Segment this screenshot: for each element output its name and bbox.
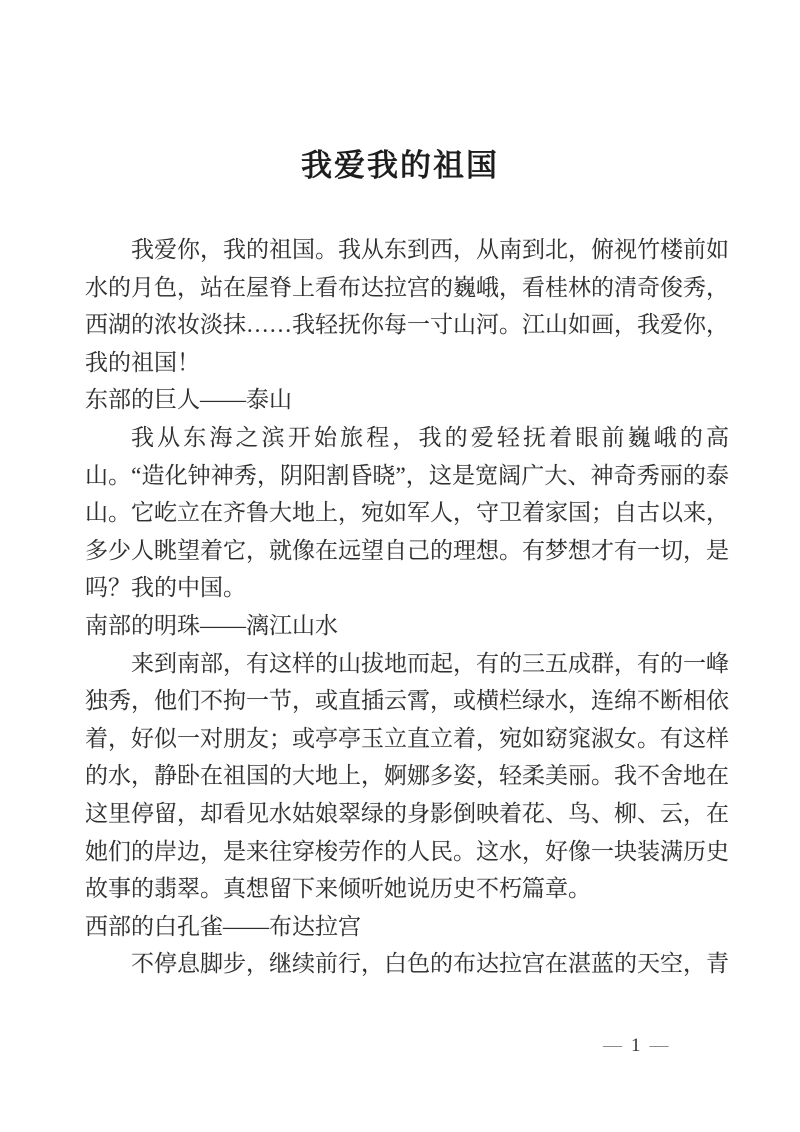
- document-title: 我爱我的祖国: [301, 148, 499, 183]
- body-paragraph: 我从东海之滨开始旅程，我的爱轻抚着眼前巍峨的高山。“造化钟神秀，阴阳割昏晓”，这是宽阔广大、神奇秀丽的泰山。它屹立在齐鲁大地上，宛如军人，守卫着家国；自古以来，多少人眺望着它，就像在远望自己的理想。有梦想才有一切，是吗？我的中国。: [85, 424, 729, 601]
- page-number: 1: [631, 1035, 641, 1056]
- page-footer: [603, 1035, 669, 1057]
- body-paragraph: 不停息脚步，继续前行，白色的布达拉宫在湛蓝的天空，青: [131, 951, 729, 977]
- footer-dash-right: —: [649, 1035, 669, 1056]
- section-heading: 南部的明珠——漓江山水: [85, 612, 338, 638]
- body-paragraph: 来到南部，有这样的山拔地而起，有的三五成群，有的一峰独秀，他们不拘一节，或直插云霄，或横栏绿水，连绵不断相依着，好似一对朋友；或亭亭玉立直立着，宛如窈窕淑女。有这样的水，静卧在祖国的大地上，婀娜多姿，轻柔美丽。我不舍地在这里停留，却看见水姑娘翠绿的身影倒映着花、鸟、柳、云，在她们的岸边，是来往穿梭劳作的人民。这水，好像一块装满历史故事的翡翠。真想留下来倾听她说历史不朽篇章。: [85, 650, 729, 902]
- section-heading: 东部的巨人——泰山: [85, 387, 292, 413]
- footer-dash-left: —: [603, 1035, 622, 1056]
- document-body: [85, 231, 729, 983]
- body-paragraph: 我爱你，我的祖国。我从东到西，从南到北，俯视竹楼前如水的月色，站在屋脊上看布达拉宫的巍峨，看桂林的清奇俊秀，西湖的浓妆淡抹……我轻抚你每一寸山河。江山如画，我爱你，我的祖国！: [85, 237, 729, 375]
- section-heading: 西部的白孔雀——布达拉宫: [85, 913, 361, 939]
